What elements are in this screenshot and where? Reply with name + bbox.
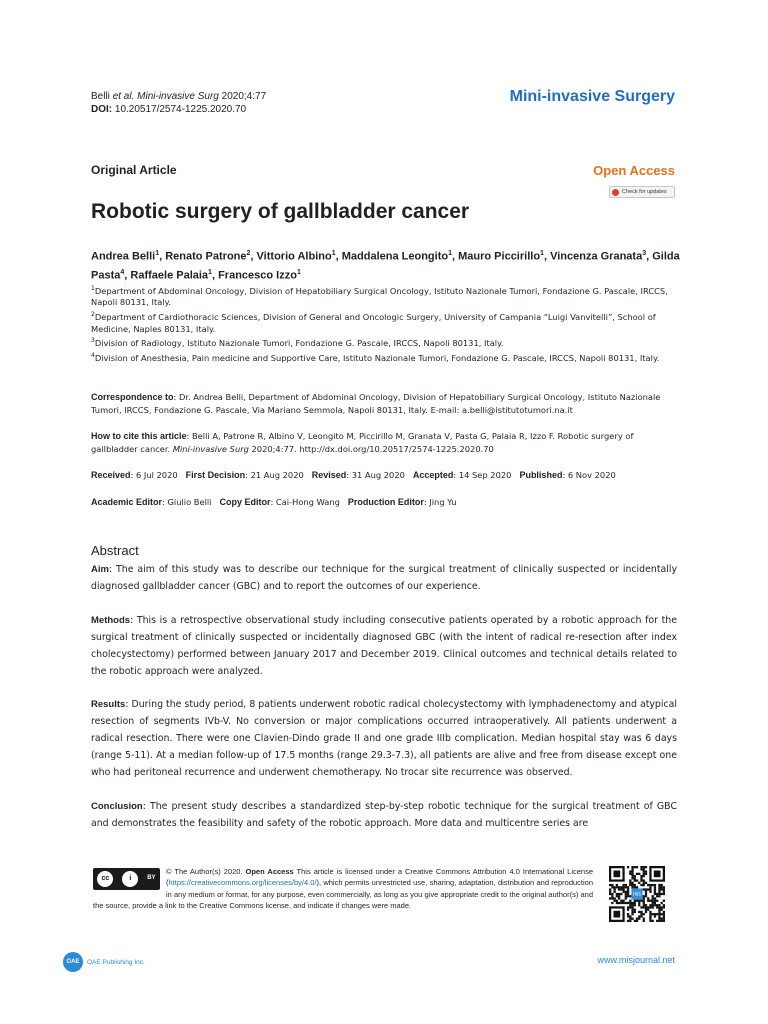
author-name: Andrea Belli (91, 250, 156, 263)
author-name: Maddalena Leongito (341, 250, 449, 263)
check-for-updates-button[interactable] (609, 186, 675, 198)
date-value: : 6 Nov 2020 (562, 470, 616, 480)
abstract-section (91, 799, 677, 833)
open-access-label: Open Access (593, 163, 675, 178)
license-text-2: ), which permits unrestricted use, sharing, adaptation, distribution and reproduction in any medium or format, for any purpose, even commercially, as long as you give appropriate credit to the original author(s) and the source, provide a link to the Creative Commons license, and indicate if changes were made. (93, 878, 593, 910)
abstract-section-label: Aim (91, 564, 109, 575)
oae-logo-icon: OAE (63, 952, 83, 972)
affiliation-text: Department of Cardiothoracic Sciences, Division of General and Oncologic Surgery, University of Campania “Luigi Vanvitelli”, School of Medicine, Naples 80131, Italy. (91, 311, 656, 334)
author-name: Gilda Pasta (91, 250, 680, 282)
attribution-icon: i (122, 871, 138, 887)
author-affil-marker: 1 (296, 268, 301, 276)
abstract-heading: Abstract (91, 543, 139, 558)
article-editors (91, 497, 457, 507)
editor-label: Production Editor (347, 497, 424, 507)
license-link[interactable]: https://creativecommons.org/licenses/by/4.0/ (168, 878, 317, 888)
author-name: Vincenza Granata (550, 250, 643, 263)
date-label: Revised (311, 470, 347, 480)
cc-icon: cc (97, 871, 113, 887)
editor-value: : Cai-Hong Wang (270, 497, 340, 507)
date-label: Published (519, 470, 563, 480)
abstract-section-text: : During the study period, 8 patients underwent robotic radical cholecystectomy with lymphadenectomy and atypical resection of segments IVb-V. No conversion or major complications occurred intraoperatively. All patients underwent a radical resection. There were one Clavien-Dindo grade II and one grade IIIb complication. Median hospital stay was 6 days (range 5-11). At a median follow-up of 17.5 months (range 29.3-7.3), all patients are alive and free from disease except one who had peritoneal recurrence and underwent chemotherapy. No trocar site recurrence was observed. (91, 699, 677, 779)
correspondence (91, 391, 681, 416)
author-name: Renato Patrone (165, 250, 247, 263)
date-value: : 6 Jul 2020 (130, 470, 178, 480)
cite-etal: et al. (112, 91, 135, 102)
affiliation-item (91, 283, 681, 309)
abstract-section-label: Conclusion (91, 800, 143, 812)
author-affil-marker: 3 (642, 250, 647, 257)
author-affil-marker: 1 (331, 250, 336, 257)
abstract-section (91, 562, 677, 596)
author-affil-marker: 1 (208, 268, 212, 276)
correspondence-text: : Dr. Andrea Belli, Department of Abdominal Oncology, Division of Hepatobiliary Surgical Oncology, Istituto Nazionale Tumori, IRCCS, Fondazione G. Pascale, Via Mariano Semmola, Napoli 80131, Italy. E-mail: a.belli@istitutotumori.na.it (91, 392, 661, 415)
by-label: BY (147, 875, 156, 882)
author-name: Raffaele Palaia (130, 269, 209, 282)
abstract-section (91, 697, 677, 782)
affiliation-text: Department of Abdominal Oncology, Division of Hepatobiliary Surgical Oncology, Istituto Nazionale Tumori, Fondazione G. Pascale, IRCCS, Napoli 80131, Italy. (91, 285, 668, 308)
affiliation-marker: 2 (91, 311, 95, 319)
affiliation-item (91, 309, 681, 335)
affiliations (91, 283, 681, 364)
how-to-cite-link[interactable]: 2020;4:77. http://dx.doi.org/10.20517/2574-1225.2020.70 (248, 443, 494, 454)
abstract-section-text: : This is a retrospective observational study including consecutive patients operated by a robotic approach for the surgical treatment of clinically suspected or incidentally diagnosed GBC (with the intent of radical re-resection after index cholecystectomy) performed between January 2017 and December 2019. Clinical outcomes and technical details related to the robotic approach were analyzed. (91, 614, 677, 677)
affiliation-text: Division of Anesthesia, Pain medicine and Supportive Care, Istituto Nazionale Tumori, Fondazione G. Pascale, IRCCS, Napoli 80131, Italy. (94, 352, 660, 363)
article-title: Robotic surgery of gallbladder cancer (91, 200, 470, 223)
how-to-cite-journal: Mini-invasive Surg (172, 443, 249, 454)
qr-center-label: mis (633, 891, 641, 898)
article-dates (91, 470, 616, 480)
publisher-logo[interactable] (63, 952, 145, 972)
editor-value: : Giulio Belli (162, 497, 212, 507)
copyright-text: © The Author(s) 2020. (166, 867, 246, 876)
author-affil-marker: 2 (246, 250, 251, 257)
license-statement (93, 866, 593, 911)
date-label: Accepted (412, 470, 454, 480)
author-name: Mauro Piccirillo (458, 250, 541, 263)
date-label: Received (91, 470, 131, 480)
abstract-section-label: Methods (91, 614, 131, 626)
cite-author: Belli (91, 91, 113, 102)
how-to-cite-label: How to cite this article (91, 431, 187, 441)
author-name: Vittorio Albino (256, 250, 332, 263)
date-value: : 21 Aug 2020 (245, 470, 304, 480)
affiliation-marker: 1 (91, 285, 95, 292)
cite-journal: Mini-invasive Surg (134, 91, 219, 102)
license-text-1: This article is licensed under a Creative Commons Attribution 4.0 International License ( (166, 867, 594, 888)
affiliation-marker: 3 (91, 337, 95, 345)
citation-header (91, 90, 266, 116)
abstract-body (91, 562, 677, 833)
affiliation-text: Division of Radiology, Istituto Nazionale Tumori, Fondazione G. Pascale, IRCCS, Napoli 80131, Italy. (94, 338, 504, 349)
author-name: Francesco Izzo (218, 269, 297, 282)
correspondence-label: Correspondence to (91, 392, 174, 402)
author-affil-marker: 4 (120, 268, 125, 276)
author-affil-marker: 1 (448, 250, 452, 257)
doi-label: DOI: (91, 104, 113, 115)
abstract-section (91, 613, 677, 681)
affiliation-marker: 4 (91, 351, 95, 359)
license-open-access: Open Access (245, 867, 294, 876)
how-to-cite-text: : Belli A, Patrone R, Albino V, Leongito M, Piccirillo M, Granata V, Pasta G, Palaia R, Izzo F. Robotic surgery of gallbladder cancer. (91, 431, 634, 454)
editor-value: : Jing Yu (423, 497, 457, 507)
affiliation-item (91, 350, 681, 364)
author-list: Andrea Belli$^1$, Renato Patrone$^2$, Vittorio Albino$^1$, Maddalena Leongito$^1$, Mauro Piccirillo$^1$, Vincenza Granata$^3$, Gilda Pasta$^4$, Raffaele Palaia$^1$, Francesco Izzo$^1$ (91, 250, 680, 282)
how-to-cite (91, 430, 681, 455)
editor-label: Academic Editor (91, 497, 163, 507)
article-type: Original Article (91, 163, 177, 177)
author-affil-marker: 1 (540, 250, 544, 257)
updates-icon (612, 189, 619, 196)
qr-code[interactable] (609, 866, 665, 922)
abstract-section-text: : The aim of this study was to describe our technique for the surgical treatment of clinically suspected or incidentally diagnosed gallbladder cancer (GBC) and to report the outcomes of our experience. (91, 564, 677, 592)
updates-label: Check for updates (622, 189, 667, 195)
publisher-name: OAE Publishing Inc. (87, 958, 145, 966)
author-affil-marker: 1 (155, 250, 160, 257)
affiliation-item (91, 335, 681, 349)
cite-volume: 2020;4:77 (218, 91, 267, 102)
date-label: First Decision (185, 470, 246, 480)
cc-by-badge[interactable] (93, 868, 160, 890)
date-value: : 31 Aug 2020 (346, 470, 405, 480)
journal-url[interactable]: www.misjournal.net (597, 955, 675, 965)
abstract-section-label: Results (91, 699, 126, 711)
date-value: : 14 Sep 2020 (453, 470, 512, 480)
editor-label: Copy Editor (219, 497, 271, 507)
journal-name: Mini-invasive Surgery (509, 88, 675, 105)
abstract-section-text: : The present study describes a standardized step-by-step robotic technique for the surgical treatment of GBC and demonstrates the feasibility and safety of the robotic approach. More data and multicentre series are (91, 800, 677, 829)
doi-value[interactable]: 10.20517/2574-1225.2020.70 (112, 104, 247, 115)
